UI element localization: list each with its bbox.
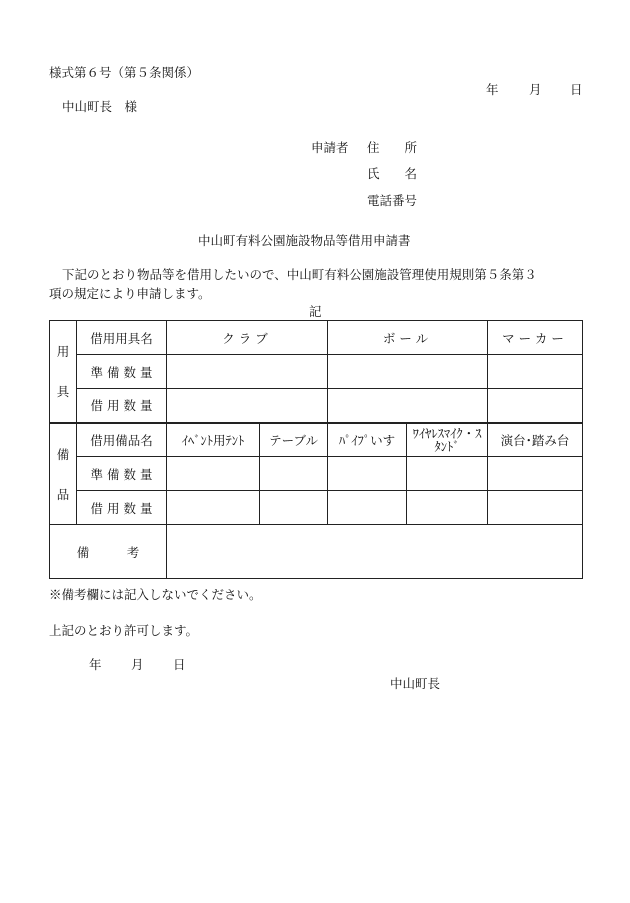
applicant-label: 申請者 — [311, 140, 349, 155]
approval-year-label: 年 — [89, 657, 102, 672]
applicant-address-label: 住 所 — [367, 140, 418, 155]
tools-prepared-qty-club[interactable] — [167, 355, 328, 389]
form-number: 様式第６号（第５条関係） — [49, 65, 200, 80]
equip-borrowed-qty-tent[interactable] — [167, 491, 260, 525]
document-title: 中山町有料公園施設物品等借用申請書 — [198, 233, 411, 248]
equip-prepared-qty-table[interactable] — [260, 457, 328, 491]
approval-text: 上記のとおり許可します。 — [49, 623, 199, 638]
equip-prepared-qty-podium[interactable] — [488, 457, 583, 491]
equip-borrowed-qty-chair[interactable] — [328, 491, 407, 525]
tools-borrowed-qty-ball[interactable] — [328, 389, 488, 423]
equip-prepared-qty-tent[interactable] — [167, 457, 260, 491]
equip-item-chair: ﾊﾟｲﾌﾟいす — [328, 423, 407, 457]
equip-prepared-qty-label: 準 備 数 量 — [77, 457, 167, 491]
remarks-field[interactable] — [167, 525, 583, 579]
equip-item-tent: ｲﾍﾞﾝﾄ用ﾃﾝﾄ — [167, 423, 260, 457]
tools-item-ball: ボール — [328, 321, 488, 355]
tools-item-club: クラブ — [167, 321, 328, 355]
approval-day-label: 日 — [173, 657, 186, 672]
applicant-name-label: 氏 名 — [367, 166, 418, 181]
equip-prepared-qty-chair[interactable] — [328, 457, 407, 491]
body-text-line-1: 下記のとおり物品等を借用したいので、中山町有料公園施設管理使用規則第５条第３ — [62, 267, 537, 282]
date-year-label: 年 — [486, 82, 499, 97]
equip-item-label: 借用備品名 — [77, 423, 167, 457]
ki-heading: 記 — [309, 304, 322, 319]
equip-item-podium: 演台･踏み台 — [488, 423, 583, 457]
tools-group-cell: 用 具 — [50, 321, 77, 423]
approval-month-label: 月 — [131, 657, 144, 672]
tools-item-marker: マーカー — [488, 321, 583, 355]
equip-borrowed-qty-table[interactable] — [260, 491, 328, 525]
equip-borrowed-qty-mic[interactable] — [407, 491, 488, 525]
equip-borrowed-qty-label: 借 用 数 量 — [77, 491, 167, 525]
borrow-table — [49, 320, 583, 579]
equip-prepared-qty-mic[interactable] — [407, 457, 488, 491]
equip-borrowed-qty-podium[interactable] — [488, 491, 583, 525]
date-month-label: 月 — [529, 82, 542, 97]
equip-item-table: テーブル — [260, 423, 328, 457]
addressee: 中山町長 様 — [62, 99, 138, 114]
tools-item-label: 借用用具名 — [77, 321, 167, 355]
tools-borrowed-qty-label: 借 用 数 量 — [77, 389, 167, 423]
tools-borrowed-qty-marker[interactable] — [488, 389, 583, 423]
footnote: ※備考欄には記入しないでください。 — [49, 587, 262, 602]
approval-signer: 中山町長 — [390, 676, 441, 691]
body-text-line-2: 項の規定により申請します。 — [49, 286, 211, 301]
equip-group-cell: 備 品 — [50, 423, 77, 525]
tools-borrowed-qty-club[interactable] — [167, 389, 328, 423]
tools-prepared-qty-ball[interactable] — [328, 355, 488, 389]
tools-prepared-qty-marker[interactable] — [488, 355, 583, 389]
tools-prepared-qty-label: 準 備 数 量 — [77, 355, 167, 389]
applicant-phone-label: 電話番号 — [367, 193, 418, 208]
equip-item-mic: ﾜｲﾔﾚｽﾏｲｸ・ｽﾀﾝﾄﾞ — [407, 423, 488, 457]
date-day-label: 日 — [570, 82, 583, 97]
remarks-label: 備 考 — [50, 525, 167, 579]
